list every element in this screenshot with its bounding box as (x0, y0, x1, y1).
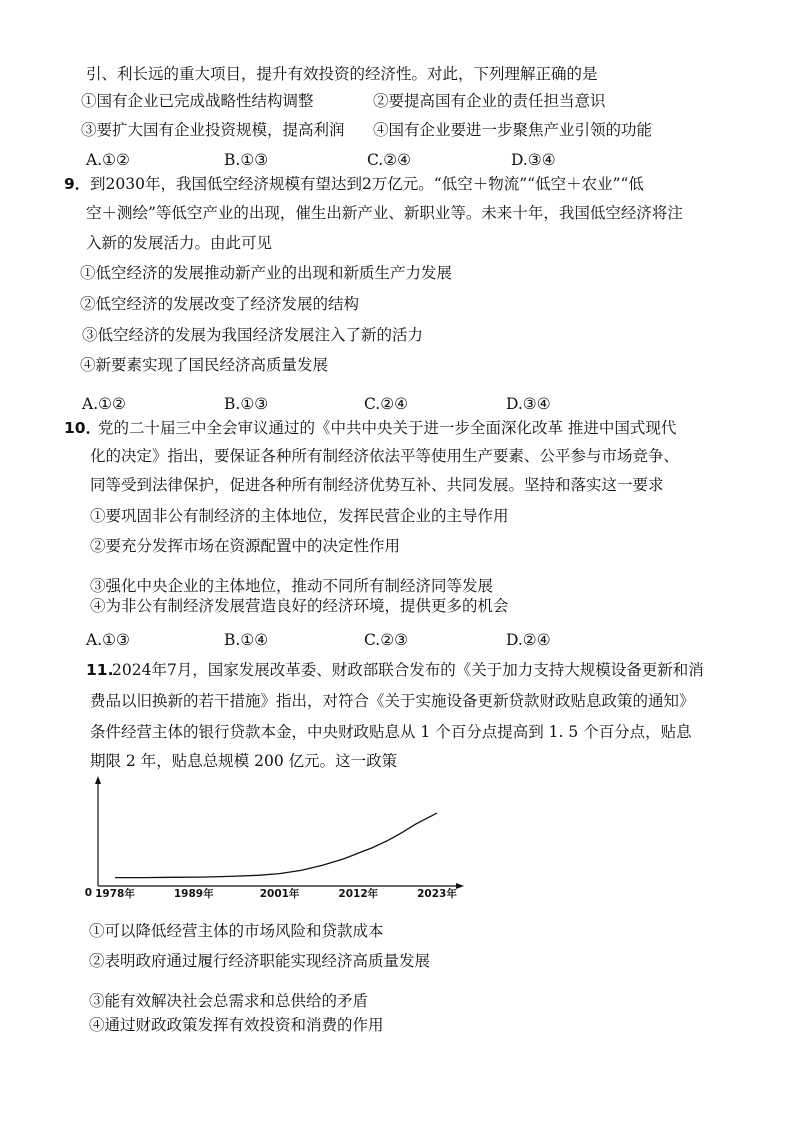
q8-statement-1: ①国有企业已完成战略性结构调整 (81, 92, 314, 110)
q10-statement-1: ①要巩固非公有制经济的主体地位，发挥民营企业的主导作用 (90, 507, 509, 525)
q9-option-c[interactable]: C.②④ (364, 395, 409, 413)
x-axis-arrow (456, 883, 464, 889)
origin-label: 0 (84, 887, 92, 899)
q11-statement-4: ④通过财政政策发挥有效投资和消费的作用 (89, 1016, 384, 1034)
q11-stem-line-3: 条件经营主体的银行贷款本金，中央财政贴息从 1 个百分点提高到 1. 5 个百分点，贴息 (90, 723, 692, 741)
q9-statement-1: ①低空经济的发展推动新产业的出现和新质生产力发展 (80, 264, 453, 282)
q11-stem-line-4: 期限 2 年，贴息总规模 200 亿元。这一政策 (90, 752, 398, 770)
q8-statement-3: ③要扩大国有企业投资规模，提高利润 (81, 121, 345, 139)
x-tick-label: 2023年 (417, 888, 457, 900)
x-tick-label: 1978年 (95, 888, 135, 900)
q10-stem-line-2: 化的决定》指出，要保证各种所有制经济依法平等使用生产要素、公平参与市场竞争、 (90, 447, 680, 465)
series-line (115, 813, 437, 878)
x-tick-label: 2001年 (259, 888, 300, 900)
q11-stem-line-2: 费品以旧换新的若干措施》指出，对符合《关于实施设备更新贷款财政贴息政策的通知》 (90, 692, 695, 710)
q9-statement-2: ②低空经济的发展改变了经济发展的结构 (80, 295, 360, 313)
y-axis-arrow (95, 776, 101, 784)
q11-stem-line-1: 2024年7月，国家发展改革委、财政部联合发布的《关于加力支持大规模设备更新和消 (112, 661, 704, 679)
q10-option-b[interactable]: B.①④ (224, 631, 269, 649)
q8-option-d[interactable]: D.③④ (511, 151, 556, 169)
q9-stem-line-2: 空＋测绘”等低空产业的出现，催生出新产业、新职业等。未来十年，我国低空经济将注 (86, 204, 683, 222)
q9-stem-line-3: 入新的发展活力。由此可见 (86, 234, 273, 252)
q10-option-c[interactable]: C.②③ (364, 631, 409, 649)
q10-option-a[interactable]: A.①③ (86, 631, 130, 649)
q9-statement-4: ④新要素实现了国民经济高质量发展 (80, 356, 329, 374)
q8-statement-4: ④国有企业要进一步聚焦产业引领的功能 (373, 121, 653, 139)
q10-stem-line-3: 同等受到法律保护，促进各种所有制经济优势互补、共同发展。坚持和落实这一要求 (90, 476, 664, 494)
q11-statement-2: ②表明政府通过履行经济职能实现经济高质量发展 (89, 952, 431, 970)
trend-line-chart (80, 776, 470, 906)
x-tick-label: 2012年 (338, 888, 379, 900)
q8-option-b[interactable]: B.①③ (224, 151, 269, 169)
q8-option-a[interactable]: A.①② (86, 151, 130, 169)
q9-stem-line-1: 到2030年，我国低空经济规模有望达到2万亿元。“低空＋物流”“低空＋农业”“低 (90, 175, 644, 193)
q9-option-d[interactable]: D.③④ (506, 395, 551, 413)
q9-number: 9． (64, 175, 91, 193)
q10-statement-3: ③强化中央企业的主体地位，推动不同所有制经济同等发展 (90, 577, 494, 595)
x-tick-label: 1989年 (173, 888, 214, 900)
q9-option-b[interactable]: B.①③ (224, 395, 269, 413)
q10-statement-2: ②要充分发挥市场在资源配置中的决定性作用 (90, 537, 401, 555)
q10-statement-4: ④为非公有制经济发展营造良好的经济环境，提供更多的机会 (90, 597, 509, 615)
q10-number: 10． (64, 419, 102, 437)
q11-statement-3: ③能有效解决社会总需求和总供给的矛盾 (89, 992, 369, 1010)
q8-stem-continuation: 引、利长远的重大项目，提升有效投资的经济性。对此，下列理解正确的是 (86, 65, 598, 83)
q10-stem-line-1: 党的二十届三中全会审议通过的《中共中央关于进一步全面深化改革 推进中国式现代 (98, 419, 677, 437)
q9-statement-3: ③低空经济的发展为我国经济发展注入了新的活力 (82, 326, 424, 344)
q11-number: 11. (86, 661, 114, 679)
q9-option-a[interactable]: A.①② (82, 395, 126, 413)
q8-option-c[interactable]: C.②④ (367, 151, 412, 169)
q11-statement-1: ①可以降低经营主体的市场风险和贷款成本 (89, 922, 384, 940)
q8-statement-2: ②要提高国有企业的责任担当意识 (373, 92, 606, 110)
q10-option-d[interactable]: D.②④ (506, 631, 551, 649)
